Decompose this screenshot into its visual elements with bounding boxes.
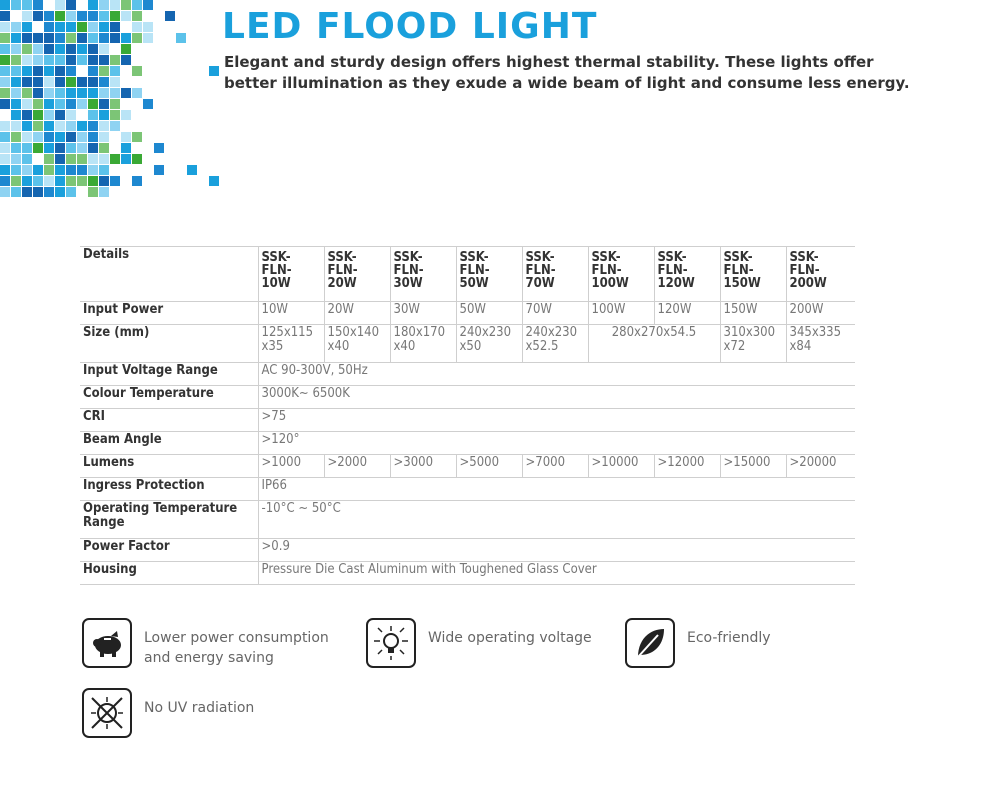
cell: >120°: [258, 432, 855, 455]
row-label: Input Power: [80, 302, 258, 325]
cell: 100W: [588, 302, 654, 325]
row-label: Housing: [80, 562, 258, 585]
cell: 240x230 x52.5: [522, 325, 588, 363]
cell: 150W: [720, 302, 786, 325]
table-row-power-factor: [80, 539, 855, 562]
feature-energy-saving: [82, 618, 329, 668]
cell: >5000: [456, 455, 522, 478]
cell: 125x115 x35: [258, 325, 324, 363]
details-header: Details: [80, 247, 258, 302]
piggy-bank-icon: [82, 618, 132, 668]
feature-list: [80, 614, 880, 754]
intro-paragraph: [224, 52, 924, 94]
feature-label: No UV radiation: [144, 700, 255, 716]
row-label: Power Factor: [80, 539, 258, 562]
no-uv-icon: [82, 688, 132, 738]
model-header-120w: SSK- FLN- 120W: [654, 247, 720, 302]
table-row-lumens: [80, 455, 855, 478]
row-label: Operating Temperature Range: [80, 501, 258, 539]
row-label: Colour Temperature: [80, 386, 258, 409]
feature-eco-friendly: [625, 618, 771, 668]
table-row-cri: [80, 409, 855, 432]
cell: >3000: [390, 455, 456, 478]
cell: AC 90-300V, 50Hz: [258, 363, 855, 386]
intro-line-1: Elegant and sturdy design offers highest thermal stability. These lights offer: [224, 53, 874, 71]
row-label: Beam Angle: [80, 432, 258, 455]
cell: >2000: [324, 455, 390, 478]
cell: >12000: [654, 455, 720, 478]
model-header-10w: SSK- FLN- 10W: [258, 247, 324, 302]
cell: 50W: [456, 302, 522, 325]
model-header-200w: SSK- FLN- 200W: [786, 247, 855, 302]
table-row-operating-temperature: [80, 501, 855, 539]
feature-wide-voltage: [366, 618, 592, 668]
cell: 20W: [324, 302, 390, 325]
cell: 10W: [258, 302, 324, 325]
table-row: [80, 247, 855, 302]
cell: IP66: [258, 478, 855, 501]
cell: >20000: [786, 455, 855, 478]
light-bulb-burst-icon: [366, 618, 416, 668]
specification-table: [80, 246, 855, 585]
table-row-housing: [80, 562, 855, 585]
cell: 345x335 x84: [786, 325, 855, 363]
cell: 180x170 x40: [390, 325, 456, 363]
cell: 120W: [654, 302, 720, 325]
page-title: LED FLOOD LIGHT: [222, 6, 598, 47]
table-row-beam-angle: [80, 432, 855, 455]
row-label: CRI: [80, 409, 258, 432]
row-label: Ingress Protection: [80, 478, 258, 501]
table-row-input-power: [80, 302, 855, 325]
table-row-input-voltage: [80, 363, 855, 386]
pixel-mosaic-graphic: [0, 0, 230, 205]
table-row-colour-temperature: [80, 386, 855, 409]
cell: 200W: [786, 302, 855, 325]
model-header-50w: SSK- FLN- 50W: [456, 247, 522, 302]
row-label: Input Voltage Range: [80, 363, 258, 386]
cell: -10°C ~ 50°C: [258, 501, 855, 539]
feature-no-uv: [82, 688, 254, 738]
table-row-ingress-protection: [80, 478, 855, 501]
feature-label: Eco-friendly: [687, 630, 771, 646]
row-label: Lumens: [80, 455, 258, 478]
cell-merged: 280x270x54.5: [588, 325, 720, 363]
cell: 150x140 x40: [324, 325, 390, 363]
model-header-30w: SSK- FLN- 30W: [390, 247, 456, 302]
model-header-20w: SSK- FLN- 20W: [324, 247, 390, 302]
cell: >75: [258, 409, 855, 432]
cell: >7000: [522, 455, 588, 478]
model-header-70w: SSK- FLN- 70W: [522, 247, 588, 302]
table-row-size: [80, 325, 855, 363]
row-label: Size (mm): [80, 325, 258, 363]
cell: 70W: [522, 302, 588, 325]
feature-label: Wide operating voltage: [428, 630, 592, 646]
cell: 310x300 x72: [720, 325, 786, 363]
cell: Pressure Die Cast Aluminum with Toughened Glass Cover: [258, 562, 855, 585]
intro-line-2: better illumination as they exude a wide beam of light and consume less energy.: [224, 74, 910, 92]
cell: >15000: [720, 455, 786, 478]
cell: 30W: [390, 302, 456, 325]
model-header-150w: SSK- FLN- 150W: [720, 247, 786, 302]
cell: >1000: [258, 455, 324, 478]
cell: >10000: [588, 455, 654, 478]
feature-label: Lower power consumption and energy saving: [144, 630, 329, 666]
model-header-100w: SSK- FLN- 100W: [588, 247, 654, 302]
cell: 3000K~ 6500K: [258, 386, 855, 409]
cell: 240x230 x50: [456, 325, 522, 363]
leaf-icon: [625, 618, 675, 668]
cell: >0.9: [258, 539, 855, 562]
